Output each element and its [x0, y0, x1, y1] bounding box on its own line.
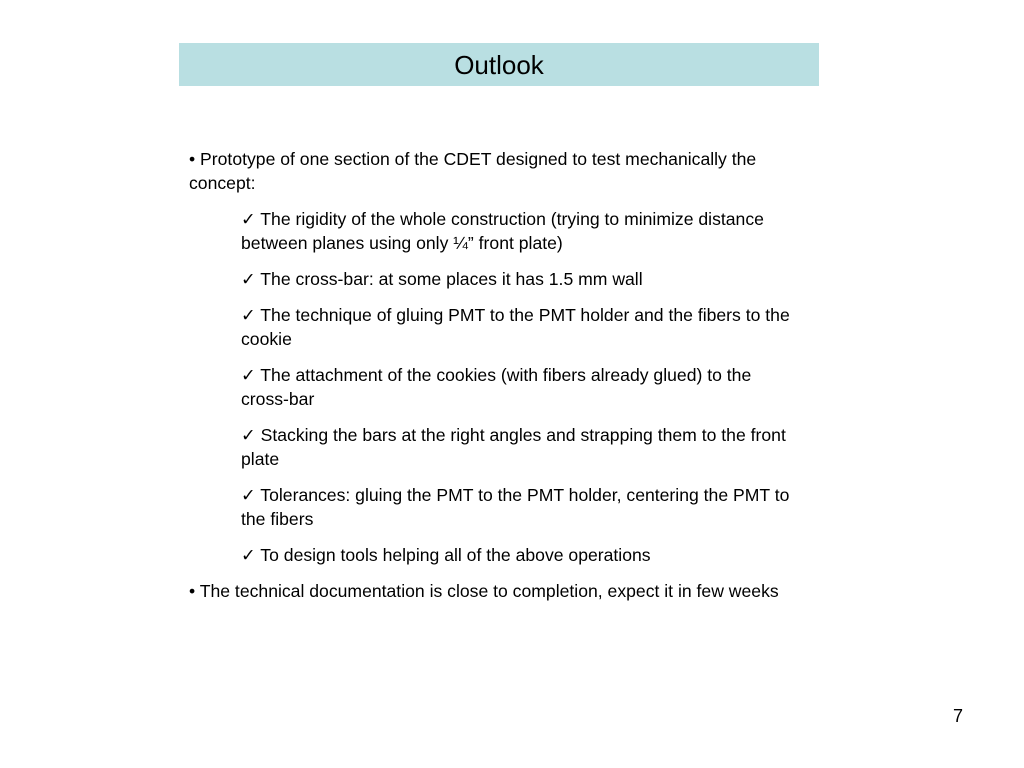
bullet-item: • The technical documentation is close to completion, expect it in few weeks [189, 581, 779, 601]
slide-body [189, 147, 804, 615]
slide-title: Outlook [454, 50, 544, 80]
check-item: ✓ The attachment of the cookies (with fibers already glued) to the cross-bar [241, 365, 752, 409]
check-item: ✓ To design tools helping all of the above operations [241, 545, 651, 565]
check-item: ✓ The rigidity of the whole construction (trying to minimize distance between planes using only ¼” front plate) [241, 209, 764, 253]
bullet-item: • Prototype of one section of the CDET designed to test mechanically the concept: [189, 149, 757, 193]
check-item: ✓ Stacking the bars at the right angles and strapping them to the front plate [241, 425, 786, 469]
check-item: ✓ Tolerances: gluing the PMT to the PMT holder, centering the PMT to the fibers [241, 485, 790, 529]
check-item: ✓ The technique of gluing PMT to the PMT holder and the fibers to the cookie [241, 305, 790, 349]
title-bar [179, 43, 819, 86]
page-number: 7 [952, 706, 963, 726]
check-item: ✓ The cross-bar: at some places it has 1.5 mm wall [241, 269, 643, 289]
